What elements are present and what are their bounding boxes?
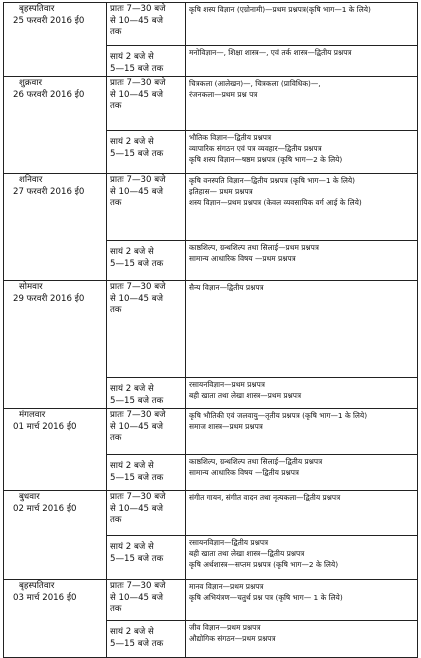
exam-date: 02 मार्च 2016 ई0	[13, 503, 77, 514]
exam-schedule-table	[3, 2, 418, 658]
exam-date: 26 फरवरी 2016 ई0	[13, 89, 85, 100]
exam-date: 29 फरवरी 2016 ई0	[13, 293, 85, 304]
evening-subjects-cell	[186, 536, 418, 580]
subject-paper: सैन्य विज्ञान—द्वितीय प्रश्नपत्र	[189, 283, 264, 292]
subject-paper: रसायनविज्ञान—प्रथम प्रश्नपत्र	[189, 380, 265, 389]
day-cell	[4, 491, 107, 580]
subject-paper: शस्य विज्ञान—प्रथम प्रश्नपत्र (केवल व्यवसायिक वर्ग आई के लिये)	[189, 198, 362, 207]
schedule-row-7-morning	[4, 580, 418, 621]
day-cell	[4, 3, 107, 77]
subject-paper: कृषि वनस्पति विज्ञान—द्वितीय प्रश्नपत्र (कृषि भाग—1 के लिये)	[189, 176, 356, 185]
schedule-row-6-morning	[4, 491, 418, 536]
subject-paper: कृषि शस्य विज्ञान—षष्ठम प्रश्नपत्र (कृषि भाग—2 के लिये)	[189, 155, 343, 164]
subject-paper: बही खाता तथा लेखा शास्त्र—द्वितीय प्रश्नपत्र	[189, 549, 305, 558]
morning-time-cell	[107, 409, 186, 455]
morning-time-line: प्रातः 7—30 बजे	[110, 410, 166, 420]
exam-date: 01 मार्च 2016 ई0	[13, 421, 77, 432]
evening-subjects-cell	[186, 455, 418, 491]
exam-date: 03 मार्च 2016 ई0	[13, 592, 77, 603]
evening-time-line: 5—15 बजे तक	[110, 638, 164, 649]
morning-time-line: तक	[110, 198, 122, 208]
morning-time-cell	[107, 174, 186, 241]
subject-paper: व्यापारिक संगठन एवं पत्र व्यवहार—द्वितीय प्रश्नपत्र	[189, 144, 322, 153]
subject-paper: कृषि शस्य विज्ञान (एग्रोनामी)—प्रथम प्रश्नपत्र(कृषि भाग—1 के लिये)	[189, 5, 371, 14]
day-name: शनिवार	[19, 175, 43, 185]
day-name: बृहस्पतिवार	[19, 581, 55, 591]
subject-paper: जीव विज्ञान—प्रथम प्रश्नपत्र	[189, 623, 261, 632]
subject-paper: रंजनकला—प्रथम प्रश्न पत्र	[189, 90, 258, 99]
evening-time-cell	[107, 241, 186, 281]
morning-time-line: से 10—45 बजे	[110, 186, 164, 197]
evening-time-line: सायं 2 बजे से	[110, 384, 154, 394]
morning-time-cell	[107, 580, 186, 621]
morning-time-line: तक	[110, 604, 122, 614]
morning-time-line: से 10—45 बजे	[110, 89, 164, 100]
evening-time-line: 5—15 बजे तक	[110, 553, 164, 564]
exam-date: 25 फरवरी 2016 ई0	[13, 15, 85, 26]
morning-time-line: प्रातः 7—30 बजे	[110, 282, 166, 292]
subject-paper: भौतिक विज्ञान—द्वितीय प्रश्नपत्र	[189, 133, 272, 142]
morning-time-line: तक	[110, 27, 122, 37]
evening-time-cell	[107, 378, 186, 409]
subject-paper: मनोविज्ञान—, शिक्षा शास्त्र—, एवं तर्क शास्त्र—द्वितीय प्रश्नपत्र	[189, 48, 352, 57]
day-name: बृहस्पतिवार	[19, 4, 55, 14]
evening-time-cell	[107, 621, 186, 658]
subject-paper: कृषि अभियंत्रण—चतुर्थ प्रश्न पत्र (कृषि भाग— 1 के लिये)	[189, 593, 343, 602]
evening-time-line: 5—15 बजे तक	[110, 148, 164, 159]
evening-time-line: सायं 2 बजे से	[110, 137, 154, 147]
subject-paper: रसायनविज्ञान—द्वितीय प्रश्नपत्र	[189, 538, 269, 547]
morning-time-line: तक	[110, 433, 122, 443]
evening-time-line: सायं 2 बजे से	[110, 542, 154, 552]
morning-time-cell	[107, 281, 186, 378]
morning-time-line: प्रातः 7—30 बजे	[110, 492, 166, 502]
morning-time-line: से 10—45 बजे	[110, 421, 164, 432]
morning-time-line: तक	[110, 101, 122, 111]
schedule-row-3-morning	[4, 174, 418, 241]
morning-time-line: प्रातः 7—30 बजे	[110, 581, 166, 591]
subject-paper: सामान्य आधारिक विषय —द्वितीय प्रश्नपत्र	[189, 468, 299, 477]
day-name: शुक्रवार	[19, 78, 42, 88]
evening-time-line: 5—15 बजे तक	[110, 63, 164, 74]
evening-time-line: 5—15 बजे तक	[110, 258, 164, 269]
morning-subjects-cell	[186, 491, 418, 536]
evening-time-line: सायं 2 बजे से	[110, 247, 154, 257]
evening-time-cell	[107, 46, 186, 77]
evening-subjects-cell	[186, 131, 418, 174]
subject-paper: सामान्य आधारिक विषय —प्रथम प्रश्नपत्र	[189, 254, 296, 263]
day-cell	[4, 409, 107, 491]
morning-subjects-cell	[186, 281, 418, 378]
schedule-row-1-morning	[4, 3, 418, 46]
subject-paper: औद्योगिक संगठन—प्रथम प्रश्नपत्र	[189, 634, 276, 643]
morning-time-line: प्रातः 7—30 बजे	[110, 4, 166, 14]
day-name: सोमवार	[19, 282, 43, 292]
subject-paper: कृषि अर्थशास्त्र—सप्तम प्रश्नपत्र (कृषि भाग—2 के लिये)	[189, 560, 339, 569]
evening-time-line: सायं 2 बजे से	[110, 627, 154, 637]
morning-time-cell	[107, 491, 186, 536]
evening-time-cell	[107, 131, 186, 174]
schedule-row-5-morning	[4, 409, 418, 455]
morning-subjects-cell	[186, 77, 418, 131]
morning-subjects-cell	[186, 409, 418, 455]
subject-paper: काष्ठशिल्प, ग्रन्थशिल्प तथा सिलाई—द्वितीय प्रश्नपत्र	[189, 457, 323, 466]
evening-time-line: सायं 2 बजे से	[110, 52, 154, 62]
subject-paper: चित्रकला (आलेखन)—, चित्रकला (प्राविधिक)—,	[189, 79, 321, 88]
schedule-row-2-morning	[4, 77, 418, 131]
evening-subjects-cell	[186, 46, 418, 77]
evening-time-cell	[107, 536, 186, 580]
subject-paper: संगीत गायन, संगीत वादन तथा नृत्यकला—द्वितीय प्रश्नपत्र	[189, 493, 341, 502]
evening-time-line: सायं 2 बजे से	[110, 461, 154, 471]
morning-time-line: प्रातः 7—30 बजे	[110, 78, 166, 88]
subject-paper: इतिहास— प्रथम प्रश्नपत्र	[189, 187, 253, 196]
morning-time-cell	[107, 77, 186, 131]
evening-subjects-cell	[186, 621, 418, 658]
schedule-body	[4, 3, 418, 658]
day-name: मंगलवार	[19, 410, 46, 420]
evening-time-cell	[107, 455, 186, 491]
morning-time-line: तक	[110, 305, 122, 315]
morning-subjects-cell	[186, 580, 418, 621]
morning-time-line: से 10—45 बजे	[110, 503, 164, 514]
day-cell	[4, 77, 107, 174]
day-cell	[4, 580, 107, 658]
subject-paper: बही खाता तथा लेखा शास्त्र—प्रथम प्रश्नपत्र	[189, 391, 302, 400]
subject-paper: समाज शास्त्र—प्रथम प्रश्नपत्र	[189, 422, 263, 431]
exam-date: 27 फरवरी 2016 ई0	[13, 186, 85, 197]
day-name: बुधवार	[19, 492, 40, 502]
morning-time-line: से 10—45 बजे	[110, 592, 164, 603]
morning-time-line: से 10—45 बजे	[110, 293, 164, 304]
day-cell	[4, 281, 107, 409]
morning-time-line: प्रातः 7—30 बजे	[110, 175, 166, 185]
schedule-row-4-morning	[4, 281, 418, 378]
morning-time-line: तक	[110, 515, 122, 525]
evening-subjects-cell	[186, 378, 418, 409]
evening-time-line: 5—15 बजे तक	[110, 472, 164, 483]
subject-paper: कृषि भौतिकी एवं जलवायु—तृतीय प्रश्नपत्र (कृषि भाग—1 के लिये)	[189, 411, 368, 420]
morning-subjects-cell	[186, 174, 418, 241]
morning-subjects-cell	[186, 3, 418, 46]
day-cell	[4, 174, 107, 281]
morning-time-cell	[107, 3, 186, 46]
evening-subjects-cell	[186, 241, 418, 281]
morning-time-line: से 10—45 बजे	[110, 15, 164, 26]
subject-paper: मानव विज्ञान—प्रथम प्रश्नपत्र	[189, 582, 264, 591]
evening-time-line: 5—15 बजे तक	[110, 395, 164, 406]
subject-paper: काष्ठशिल्प, ग्रन्थशिल्प तथा सिलाई—प्रथम प्रश्नपत्र	[189, 243, 319, 252]
